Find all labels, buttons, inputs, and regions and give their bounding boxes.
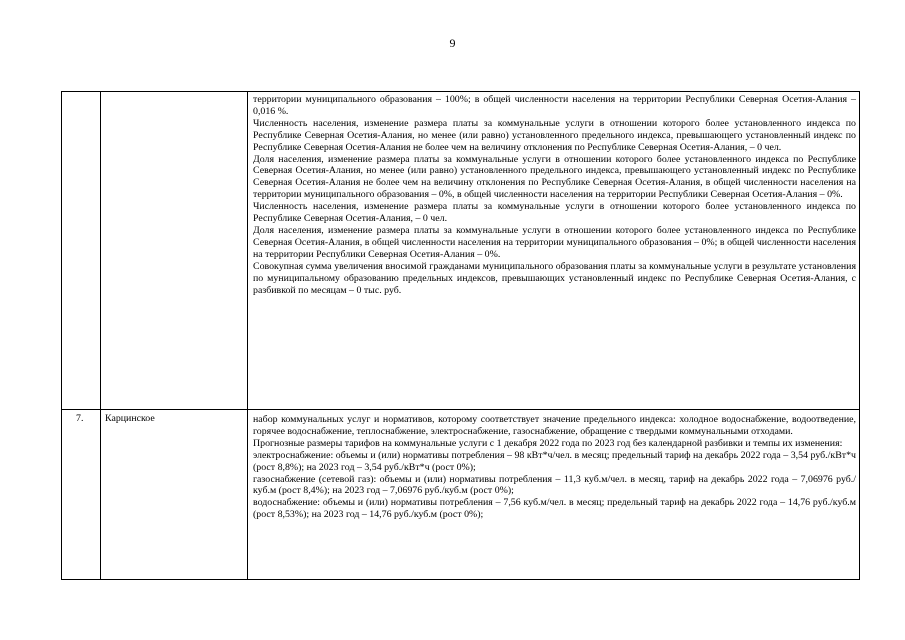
paragraph: водоснабжение: объемы и (или) нормативы потребления – 7,56 куб.м/чел. в месяц; предельный тариф на декабрь 2022 года – 14,76 руб./куб.м (рост 8,53%); на 2023 год – 14,76 руб./куб.м (рост 0%); (253, 497, 856, 521)
description-cell (248, 92, 860, 410)
description-cell (248, 410, 860, 580)
paragraph: Совокупная сумма увеличения вносимой гражданами муниципального образования платы за коммунальные услуги в результате установления по муниципальному образованию предельных индексов, превышающих установленный индекс по Республике Северная Осетия-Алания, с разбивкой по месяцам – 0 тыс. руб. (253, 260, 856, 296)
row-number-cell (62, 410, 101, 580)
row-number (62, 92, 100, 95)
paragraph: Численность населения, изменение размера платы за коммунальные услуги в отношении которого более установленного индекса по Республике Северная Осетия-Алания, – 0 чел. (253, 201, 856, 225)
municipality-name-cell (101, 410, 248, 580)
page-number: 9 (449, 36, 456, 50)
table-row (62, 410, 860, 580)
row-number-cell (62, 92, 101, 410)
paragraph: газоснабжение (сетевой газ): объемы и (или) нормативы потребления – 11,3 куб.м/чел. в месяц, тариф на декабрь 2022 года – 7,06976 руб./куб.м (рост 8,4%); на 2023 год – 7,06976 руб./куб.м (рост 0%); (253, 473, 856, 497)
paragraph: электроснабжение: объемы и (или) нормативы потребления – 98 кВт*ч/чел. в месяц; предельный тариф на декабрь 2022 года – 3,54 руб./кВт*ч (рост 8,8%); на 2023 год – 3,54 руб./кВт*ч (рост 0%); (253, 449, 856, 473)
paragraph: Доля населения, изменение размера платы за коммунальные услуги в отношении которого более установленного индекса по Республике Северная Осетия-Алания, в общей численности населения на территории муниципального образования – 0%; в общей численности населения на территории Республики Северная Осетия-Алания – 0%. (253, 224, 856, 260)
municipality-name (101, 92, 247, 95)
paragraph: Доля населения, изменение размера платы за коммунальные услуги в отношении которого более установленного индекса по Республике Северная Осетия-Алания, но менее (или равно) установленного предельного индекса, превышающего установленный индекс по Республике Северная Осетия-Алания не более чем на величину отклонения по Республике Северная Осетия-Алания, в общей численности населения на территории муниципального образования – 0%, в общей численности населения на территории Республики Северная Осетия-Алания – 0%. (253, 153, 856, 201)
municipality-name-cell (101, 92, 248, 410)
municipality-table (61, 91, 860, 580)
municipality-name: Карцинское (105, 413, 155, 424)
paragraph: Прогнозные размеры тарифов на коммунальные услуги с 1 декабря 2022 года по 2023 год без календарной разбивки и темпы их изменения: (253, 437, 843, 449)
paragraph: территории муниципального образования – 100%; в общей численности населения на территории Республики Северная Осетия-Алания – 0,016 %. (253, 94, 856, 117)
paragraph: Численность населения, изменение размера платы за коммунальные услуги в отношении которого более установленного индекса по Республике Северная Осетия-Алания, но менее (или равно) установленного предельного индекса, превышающего установленный индекс по Республике Северная Осетия-Алания не более чем на величину отклонения по Республике Северная Осетия-Алания, – 0 чел. (253, 117, 856, 153)
table-row (62, 92, 860, 410)
row-number: 7. (76, 413, 84, 424)
paragraph: набор коммунальных услуг и нормативов, которому соответствует значение предельного индекса: холодное водоснабжение, водоотведение, горячее водоснабжение, теплоснабжение, электроснабжение, газоснабжение, обращение с твердыми коммунальными отходами. (253, 414, 856, 437)
